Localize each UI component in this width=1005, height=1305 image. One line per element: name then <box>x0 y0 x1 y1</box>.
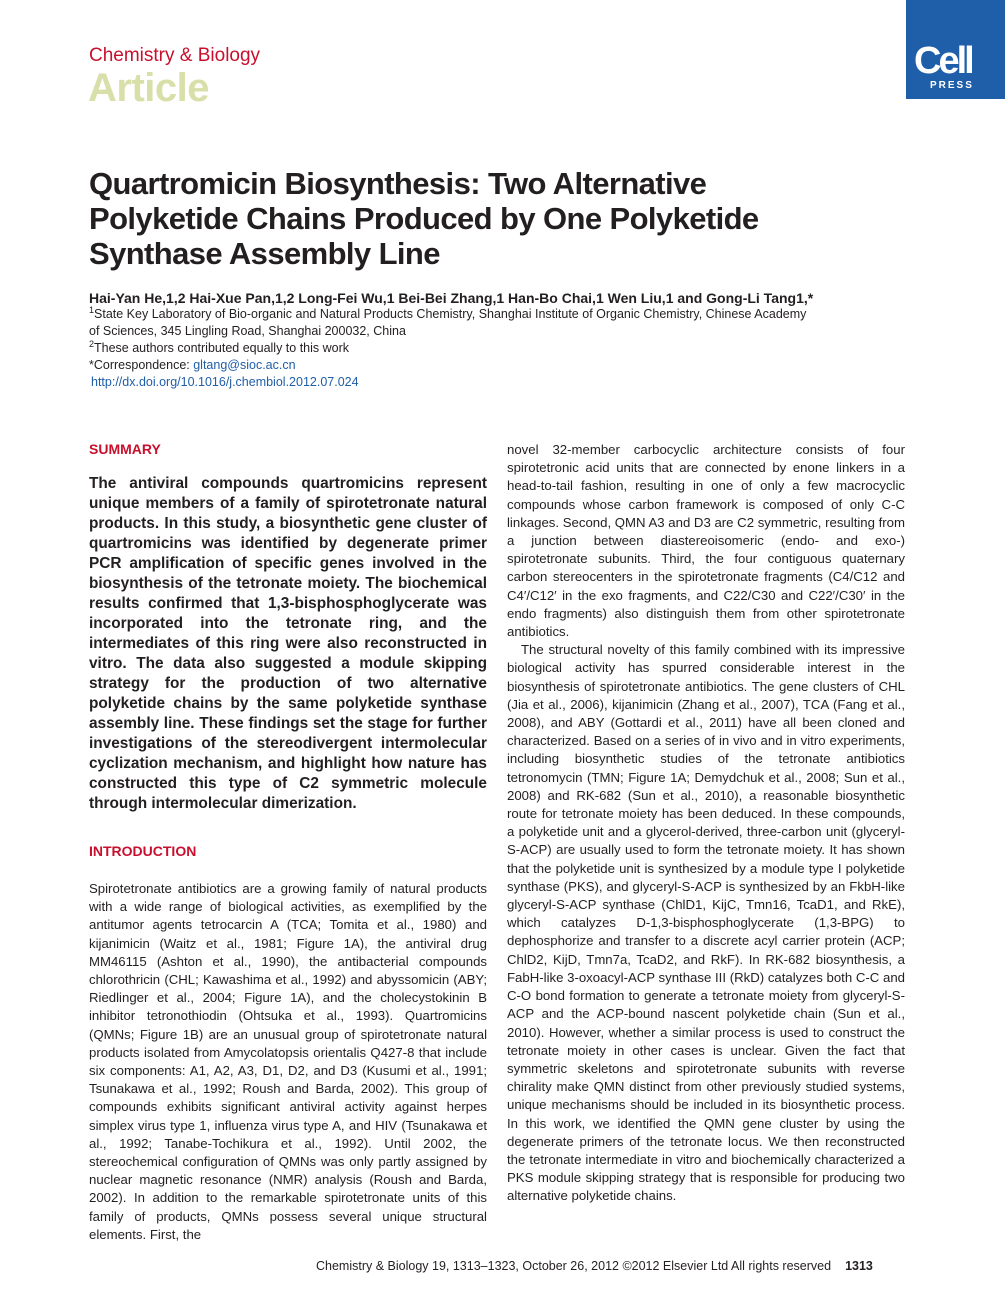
introduction-text: Spirotetronate antibiotics are a growing family of natural products with a wide range of biological activities, as exemplified by the antitumor agents tetrocarcin A (TCA; Tomita et al., 1980) and kijanimicin (Waitz et al., 1981; Figure 1A), the antiviral drug MM46115 (Ashton et al., 1990), the antibacterial compounds chlorothricin (CHL; Kawashima et al., 1992) and abyssomicin (ABY; Riedlinger et al., 2004; Figure 1A), and the cholecystokinin B inhibitor tetronothiodin (Ohtsuka et al., 1993). Quartromicins (QMNs; Figure 1B) are an unusual group of spirotetronate natural products isolated from Amycolatopsis orientalis Q427-8 that include six components: A1, A2, A3, D1, D2, and D3 (Kusumi et al., 1991; Tsunakawa et al., 1992; Roush and Barda, 2002). This group of compounds exhibits significant antiviral activity against herpes simplex virus type 1, influenza virus type A, and HIV (Tsunakawa et al., 1992; Tanabe-Tochikura et al., 1992). Until 2002, the stereochemical configuration of QMNs was only partly assigned by nuclear magnetic resonance (NMR) analysis (Roush and Barda, 2002). In addition to the remarkable spirotetronate units of this family of products, QMNs possess several unique structural elements. First, the <box>89 881 487 1242</box>
journal-name: Chemistry & Biology <box>89 45 261 66</box>
paper-title: Quartromicin Biosynthesis: Two Alternative Polyketide Chains Produced by One Polyketide Synthase Assembly Line <box>89 166 759 271</box>
footer-citation: Chemistry & Biology 19, 1313–1323, October 26, 2012 ©2012 Elsevier Ltd All rights reserved <box>316 1259 832 1273</box>
cell-press-logo <box>906 0 1005 99</box>
introduction-heading: INTRODUCTION <box>89 843 197 859</box>
summary-text: The antiviral compounds quartromicins represent unique members of a family of spirotetronate natural products. In this study, a biosynthetic gene cluster of quartromicins was identified by degenerate primer PCR amplification of specific genes involved in the biosynthesis of the tetronate moiety. The biochemical results confirmed that 1,3-bisphosphoglycerate was incorporated into the tetronate ring, and the intermediates of this ring were also reconstructed in vitro. The data also suggested a module skipping strategy for the production of two alternative polyketide chains by the same polyketide synthase assembly line. These findings set the stage for further investigations of the stereodivergent intermolecular cyclization mechanism, and highlight how nature has constructed this type of C2 symmetric molecule through intermolecular dimerization. <box>89 475 487 812</box>
right-column <box>507 441 905 1206</box>
affiliation-1: $^1$State Key Laboratory of Bio-organic and Natural Products Chemistry, Shanghai Institute of Organic Chemistry, Chinese Academy <box>89 304 807 321</box>
paragraph-background: The structural novelty of this family combined with its impressive biological activity has spurred considerable interest in the biosynthesis of spirotetronate antibiotics. The gene clusters of CHL (Jia et al., 2006), kijanimicin (Zhang et al., 2007), TCA (Fang et al., 2008), and ABY (Gottardi et al., 2011) have all been cloned and characterized. Based on a series of in vivo and in vitro experiments, including biosynthetic studies of the tetronate antibiotics tetronomycin (TMN; Figure 1A; Demydchuk et al., 2008; Sun et al., 2008) and RK-682 (Sun et al., 2010), a reasonable biosynthetic route for tetronate moiety has been deduced. In these compounds, a polyketide unit and a glycerol-derived, three-carbon unit (glyceryl-S-ACP) are usually used to form the tetronate moiety. It has shown that the polyketide unit is synthesized by a module type I polyketide synthase (PKS), and glyceryl-S-ACP is synthesized by an FkbH-like glyceryl-S-ACP synthase (ChlD1, KijC, Tmn16, TcaD1, and RkE), which catalyzes D-1,3-bisphosphoglycerate (1,3-BPG) to dephosphorize and transfer to a discrete acyl carrier protein (ACP; ChlD2, KijD, Tmn7a, TcaD2, and RkF). In RK-682 biosynthesis, a FabH-like 3-oxoacyl-ACP synthase III (RkD) catalyzes both C-C and C-O bond formation to generate a tetronate moiety from glyceryl-S-ACP and the ACP-bound nascent polyketide chain (Sun et al., 2010). However, whether a similar process is used to construct the tetronate moiety in other cases is unclear. Given the fact that symmetric skeletons and spirotetronate subunits with reverse chirality make QMN distinct from other previously studied systems, unique mechanisms should be included in its biosynthetic process. In this work, we identified the QMN gene cluster by using the degenerate primers of the tetronate locus. We then reconstructed the tetronate intermediate in vitro and biochemically characterized a PKS module skipping strategy that is responsible for producing two alternative polyketide chains. <box>507 642 905 1204</box>
section-label: Article <box>88 66 209 110</box>
email-link[interactable]: gltang@sioc.ac.cn <box>193 358 296 372</box>
logo-main-text: Cell <box>914 40 972 82</box>
paragraph-continuation: novel 32-member carbocyclic architecture consists of four spirotetronic acid units that are connected by enone linkers in a head-to-tail fashion, resulting in one of only a few macrocyclic compounds whose carbon framework is composed of only C-C linkages. Second, QMN A3 and D3 are C2 symmetric, resulting from a junction between diastereoisomeric (endo- and exo-) spirotetronate subunits. Third, the four contiguous quaternary carbon stereocenters in the spirotetronate fragments (C4/C12 and C4′/C12′ in the exo fragments, and C22/C30 and C22′/C30′ in the endo fragments) also distinguish them from other spirotetronate antibiotics. <box>507 442 905 640</box>
affiliation-1-cont: of Sciences, 345 Lingling Road, Shanghai 200032, China <box>89 324 406 338</box>
page-number: 1313 <box>845 1259 873 1273</box>
page-footer <box>316 1259 873 1273</box>
summary-heading: SUMMARY <box>89 441 161 457</box>
affiliation-2: $^2$These authors contributed equally to this work <box>89 338 350 355</box>
correspondence: *Correspondence: gltang@sioc.ac.cn <box>89 358 296 372</box>
logo-sub-text: PRESS <box>930 80 974 91</box>
doi-link[interactable]: http://dx.doi.org/10.1016/j.chembiol.2012.07.024 <box>91 375 359 389</box>
author-list: Hai-Yan He,1,2 Hai-Xue Pan,1,2 Long-Fei Wu,1 Bei-Bei Zhang,1 Han-Bo Chai,1 Wen Liu,1 and Gong-Li Tang1,* <box>89 290 814 306</box>
